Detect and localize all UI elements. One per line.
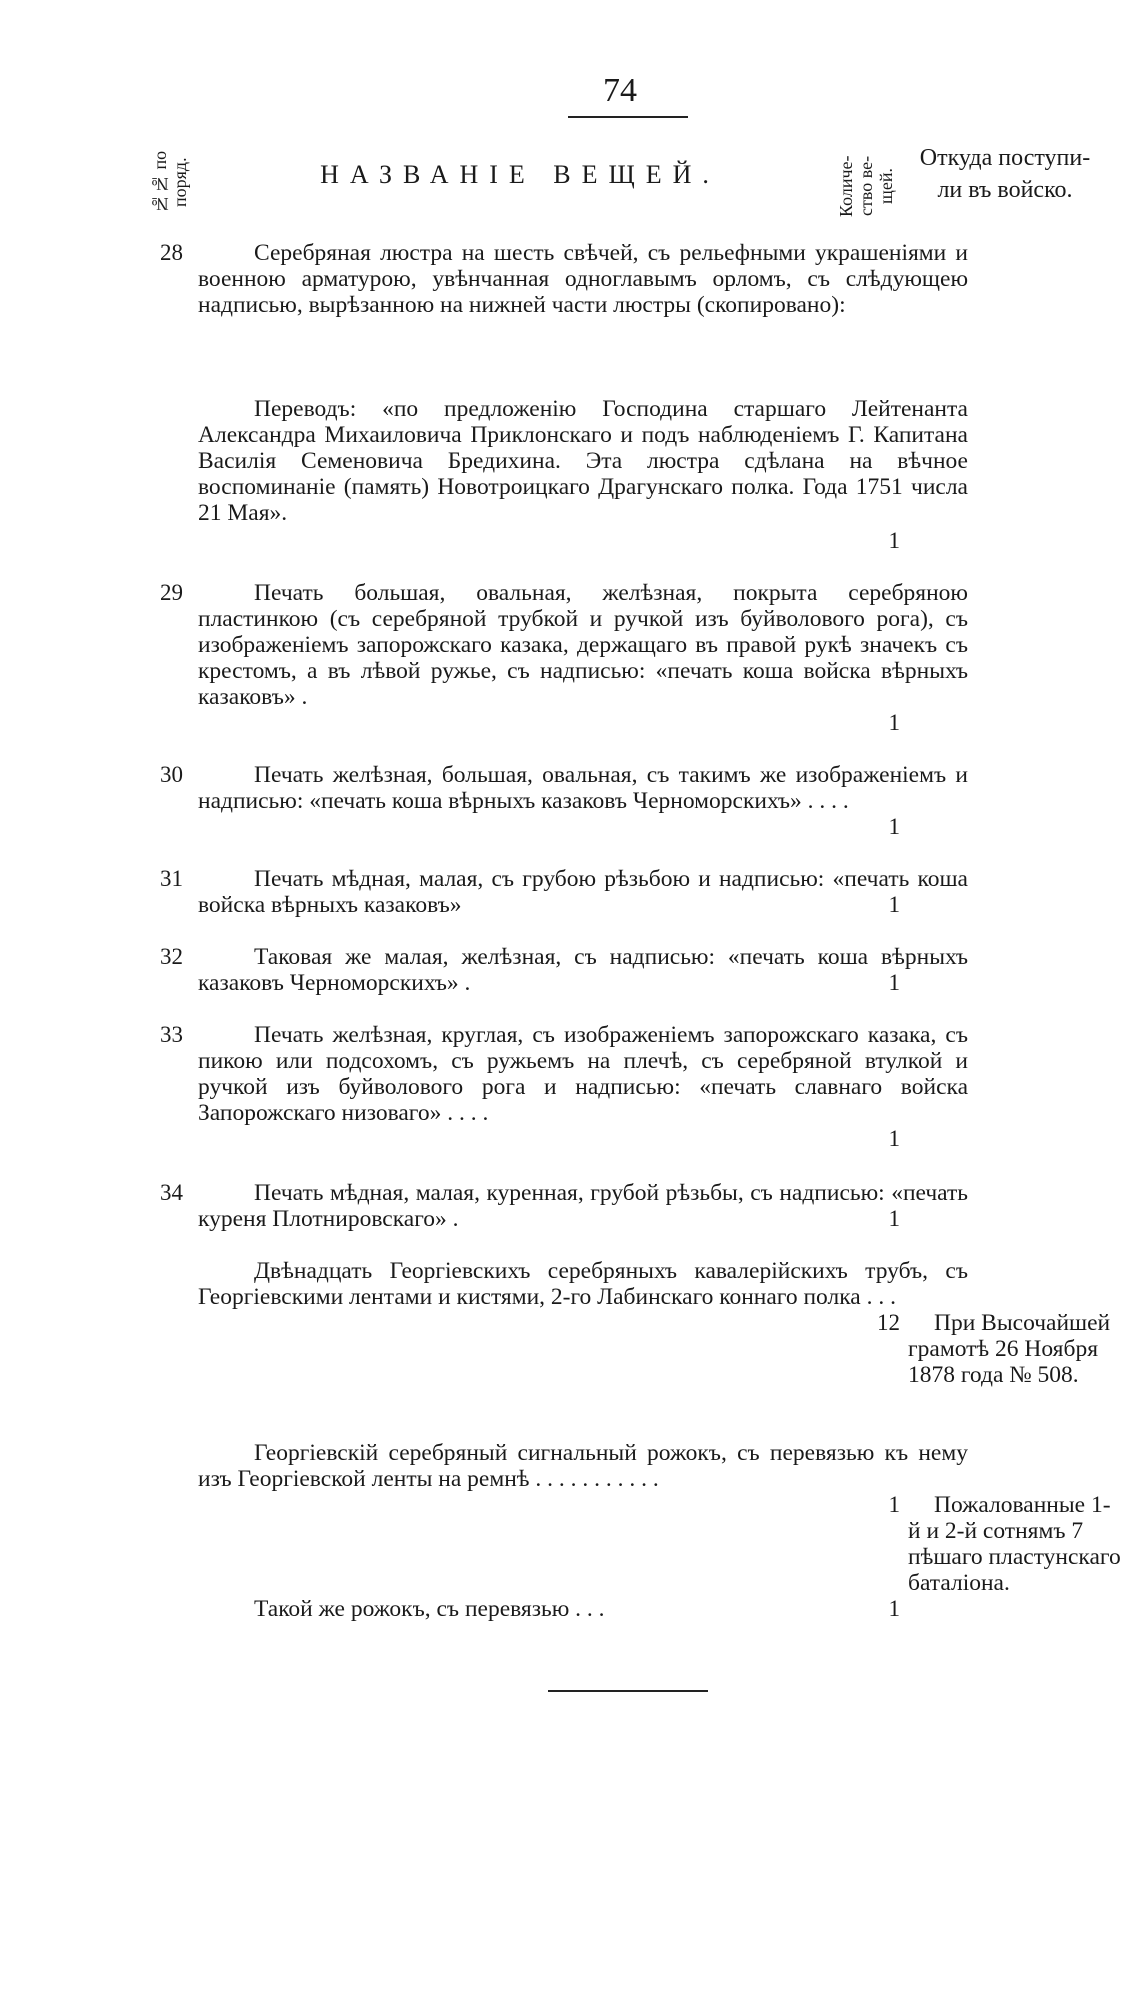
header-col-source: Откуда поступи- ли въ войско. <box>919 145 1091 203</box>
entry-quantity: 1 <box>888 814 900 839</box>
entry-quantity: 1 <box>888 1492 900 1517</box>
entry-number: 32 <box>160 944 183 969</box>
entry-description: Такой же рожокъ, съ перевязью . . . <box>254 1596 605 1622</box>
entry-quantity: 1 <box>888 970 900 995</box>
page-number-rule <box>568 116 688 118</box>
entry-description: Печать желѣзная, круглая, съ изображеніемъ запорожскаго казака, съ пикою или подсохомъ, съ ружьемъ на плечѣ, съ серебряной втулкой и ручкой изъ буйволового рога и надписью: «печать славнаго войска Запорожскаго низоваго» . . . . <box>198 1022 968 1126</box>
header-col-title: НАЗВАНІЕ ВЕЩЕЙ. <box>320 160 720 189</box>
entry-quantity: 1 <box>888 892 900 917</box>
entry-quantity: 1 <box>888 1126 900 1151</box>
entry-description: Печать большая, овальная, желѣзная, покрыта серебряною пластинкою (съ серебряной трубкой и ручкой изъ буйволового рога), съ изображеніемъ запорожскаго казака, держащаго въ правой рукѣ значекъ съ крестомъ, а въ лѣвой ружье, съ надписью: «печать коша войска вѣрныхъ казаковъ» . <box>198 580 968 710</box>
header-col-quantity: Количе- ство ве- щей. <box>836 155 896 217</box>
entry-quantity: 1 <box>888 1596 900 1621</box>
entry-translation: Переводъ: «по предложенію Господина старшаго Лейтенанта Александра Михаиловича Приклонскаго и подъ наблюденіемъ Г. Капитана Василія Семеновича Бредихина. Эта люстра сдѣлана на вѣчное воспоминаніе (память) Новотроицкаго Драгунскаго полка. Года 1751 числа 21 Мая». <box>198 396 968 526</box>
entry-description: Печать мѣдная, малая, куренная, грубой рѣзьбы, съ надписью: «печать куреня Плотнировскаго» . <box>198 1180 968 1232</box>
entry-number: 28 <box>160 240 183 265</box>
entry-source: При Высочайшей грамотѣ 26 Ноября 1878 года № 508. <box>908 1310 1111 1388</box>
entry-number: 34 <box>160 1180 183 1205</box>
entry-description: Георгіевскій серебряный сигнальный рожокъ, съ перевязью къ нему изъ Георгіевской ленты на ремнѣ . . . . . . . . . . . <box>198 1440 968 1492</box>
entry-description: Печать желѣзная, большая, овальная, съ такимъ же изображеніемъ и надписью: «печать коша вѣрныхъ казаковъ Черноморскихъ» . . . . <box>198 762 968 814</box>
entry-source: Пожалованные 1-й и 2-й сотнямъ 7 пѣшаго пластунскаго баталіона. <box>908 1492 1121 1596</box>
entry-quantity: 1 <box>888 1206 900 1231</box>
entry-number: 29 <box>160 580 183 605</box>
entry-description: Печать мѣдная, малая, съ грубою рѣзьбою и надписью: «печать коша войска вѣрныхъ казаковъ» <box>198 866 968 918</box>
entry-quantity: 1 <box>888 528 900 553</box>
entry-description: Серебряная люстра на шесть свѣчей, съ рельефными украшеніями и военною арматурою, увѣнчанная одноглавымъ орломъ, съ слѣдующею надписью, вырѣзанною на нижней части люстры (скопировано): <box>198 240 968 318</box>
header-col-number: №№ по поряд. <box>150 150 190 214</box>
entry-description: Таковая же малая, желѣзная, съ надписью: «печать коша вѣрныхъ казаковъ Черноморскихъ» . <box>198 944 968 996</box>
entry-number: 31 <box>160 866 183 891</box>
end-rule <box>548 1690 708 1692</box>
entry-quantity: 1 <box>888 710 900 735</box>
page-number: 74 <box>603 72 637 109</box>
entry-description: Двѣнадцать Георгіевскихъ серебряныхъ кавалерійскихъ трубъ, съ Георгіевскими лентами и кистями, 2-го Лабинскаго коннаго полка . . . <box>198 1258 968 1310</box>
entry-number: 30 <box>160 762 183 787</box>
entry-number: 33 <box>160 1022 183 1047</box>
entry-quantity: 12 <box>877 1310 900 1335</box>
